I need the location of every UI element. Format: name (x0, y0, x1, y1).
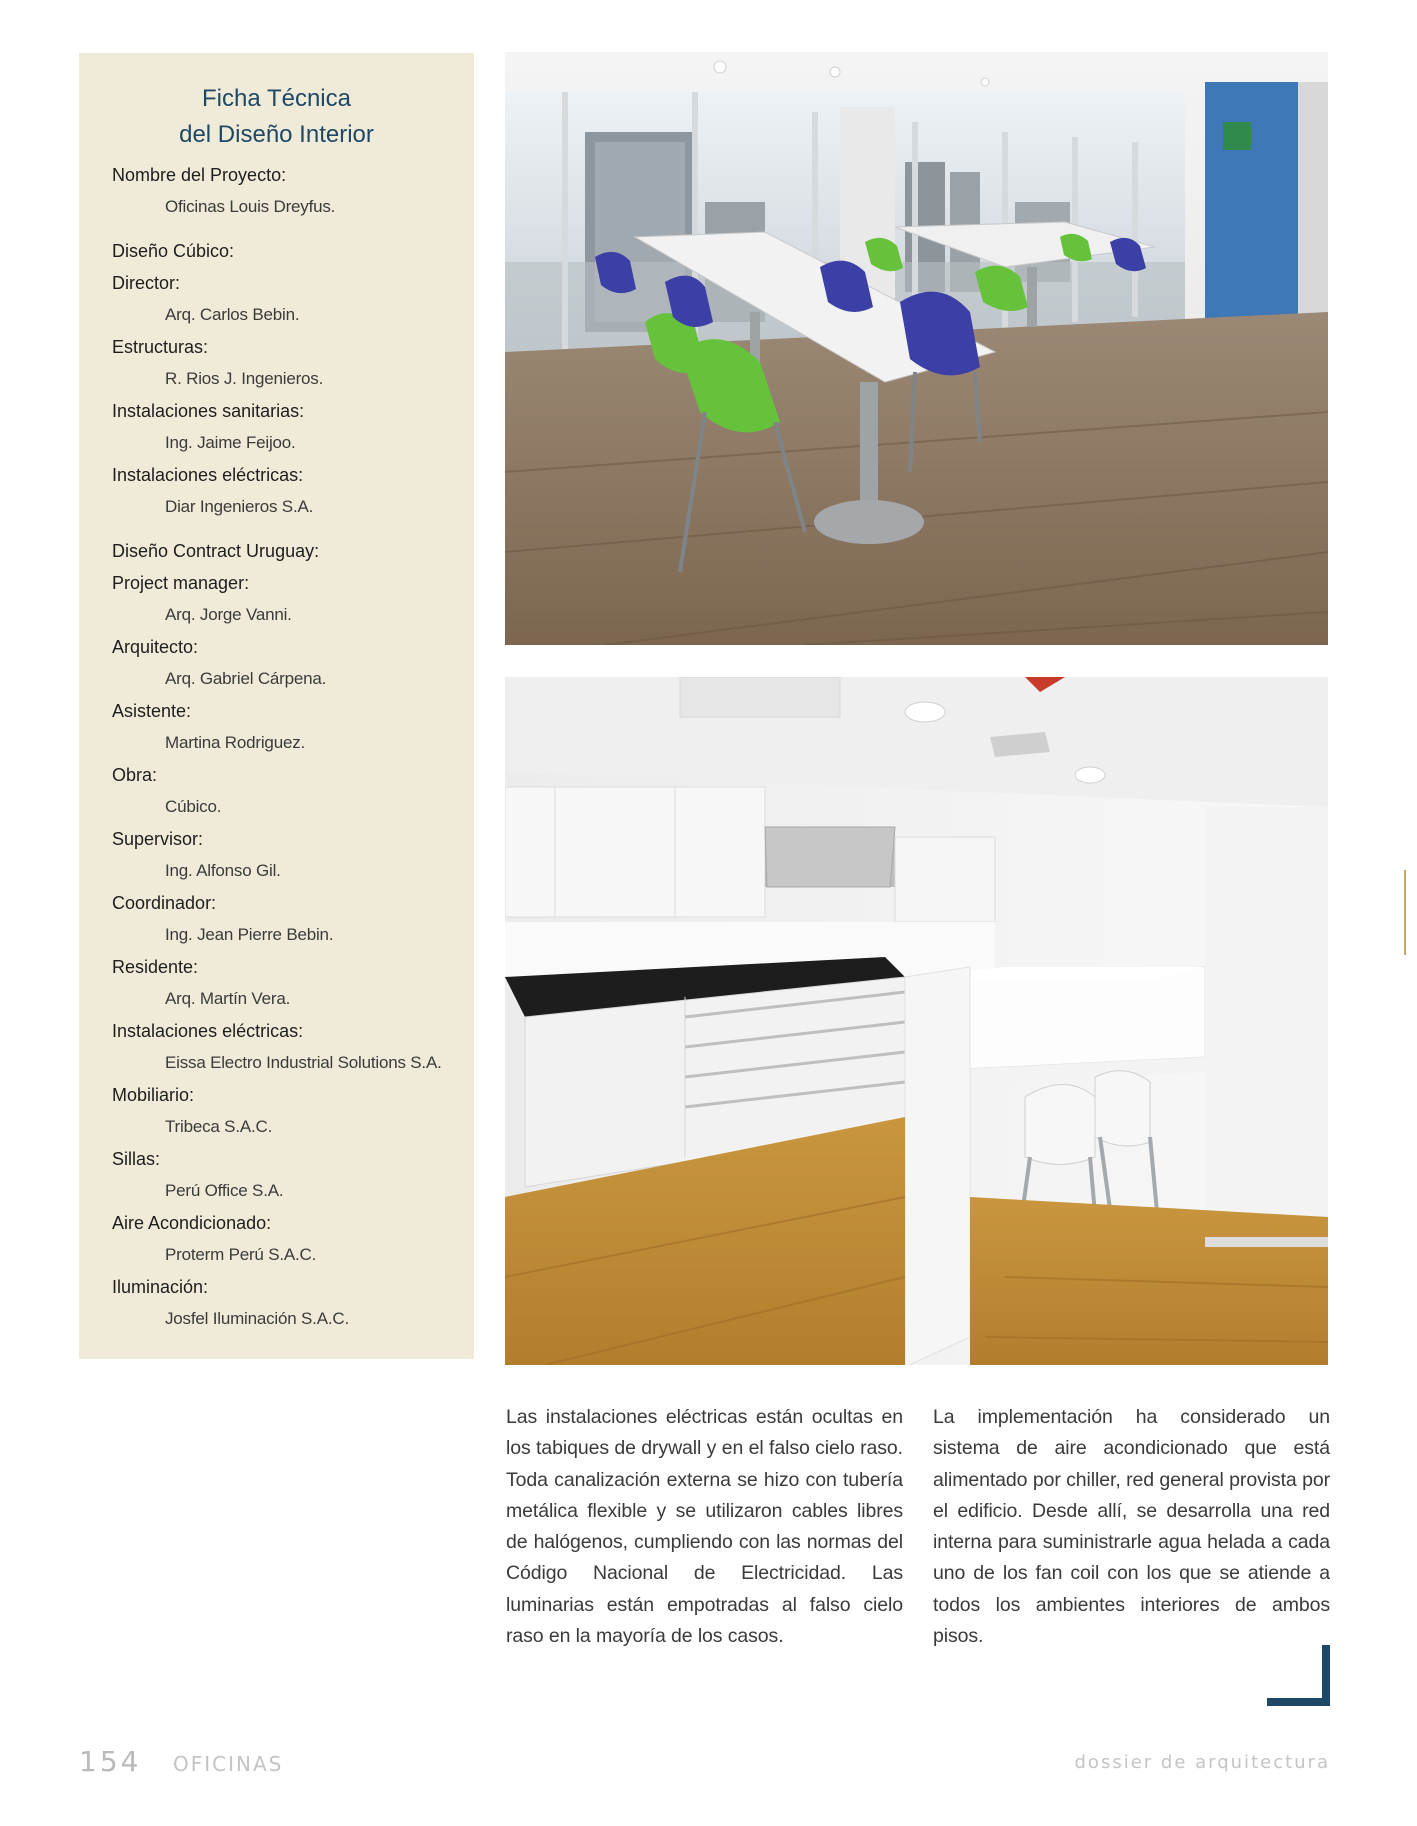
ficha-name: Arq. Gabriel Cárpena. (165, 669, 327, 688)
ficha-name: Ing. Alfonso Gil. (165, 861, 281, 880)
ficha-role: Project manager: (112, 573, 250, 593)
ficha-name: Ing. Jean Pierre Bebin. (165, 925, 334, 944)
ficha-name: Josfel Iluminación S.A.C. (165, 1309, 349, 1328)
ficha-role: Instalaciones eléctricas: (112, 465, 304, 485)
ficha-role: Arquitecto: (112, 637, 199, 657)
ficha-name: Arq. Jorge Vanni. (165, 605, 292, 624)
ficha-title-line1: Ficha Técnica (202, 85, 351, 112)
ficha-name: R. Rios J. Ingenieros. (165, 369, 324, 388)
ficha-role: Instalaciones eléctricas: (112, 1021, 304, 1041)
ficha-tecnica-panel (79, 53, 474, 1359)
body-text-col2: La implementación ha considerado un sistema de aire acondicionado que está alimentado por chiller, red general provista por el edificio. Desde allí, se desarrolla una red interna para suministrarle agua helada a cada uno de los fan coil con los que se atiende a todos los ambientes interiores de ambos pisos. (933, 1406, 1330, 1648)
kitchen-photo (505, 677, 1328, 1365)
ficha-title-line2: del Diseño Interior (179, 121, 374, 148)
ficha-gap (112, 223, 454, 235)
ficha-name: Tribeca S.A.C. (165, 1117, 273, 1136)
ficha-list (112, 159, 454, 1335)
ficha-role: Coordinador: (112, 893, 217, 913)
body-text-col1: Las instalaciones eléctricas están ocultas en los tabiques de drywall y en el falso cielo raso. Toda canalización externa se hizo con tubería metálica flexible y se utilizaron cables libres de halógenos, cumpliendo con las normas del Código Nacional de Electricidad. Las luminarias están empotradas al falso cielo raso en la mayoría de los casos. (506, 1406, 903, 1648)
ficha-role: Obra: (112, 765, 158, 785)
ficha-name: Martina Rodriguez. (165, 733, 306, 752)
ficha-name: Oficinas Louis Dreyfus. (165, 197, 336, 216)
corner-bracket-mark (1267, 1645, 1330, 1706)
ficha-role: Diseño Contract Uruguay: (112, 541, 320, 561)
page-edge-tab (1404, 870, 1406, 955)
magazine-name: dossier de arquitectura (1074, 1752, 1330, 1773)
ficha-role: Supervisor: (112, 829, 204, 849)
ficha-role: Nombre del Proyecto: (112, 165, 287, 185)
ficha-role: Aire Acondicionado: (112, 1213, 272, 1233)
ficha-role: Residente: (112, 957, 199, 977)
ficha-name: Ing. Jaime Feijoo. (165, 433, 296, 452)
ficha-title (99, 81, 454, 153)
dining-room-photo (505, 52, 1328, 645)
ficha-name: Proterm Perú S.A.C. (165, 1245, 317, 1264)
ficha-role: Asistente: (112, 701, 192, 721)
ficha-gap (112, 523, 454, 535)
ficha-name: Cúbico. (165, 797, 222, 816)
ficha-name: Eissa Electro Industrial Solutions S.A. (165, 1053, 442, 1072)
ficha-role: Director: (112, 273, 181, 293)
section-name: OFICINAS (173, 1752, 284, 1776)
ficha-name: Diar Ingenieros S.A. (165, 497, 314, 516)
ficha-name: Arq. Carlos Bebin. (165, 305, 300, 324)
ficha-role: Instalaciones sanitarias: (112, 401, 305, 421)
ficha-role: Estructuras: (112, 337, 209, 357)
ficha-name: Perú Office S.A. (165, 1181, 284, 1200)
ficha-role: Sillas: (112, 1149, 161, 1169)
ficha-name: Arq. Martín Vera. (165, 989, 291, 1008)
ficha-role: Diseño Cúbico: (112, 241, 235, 261)
ficha-role: Iluminación: (112, 1277, 209, 1297)
page-number: 154 (79, 1745, 142, 1778)
ficha-role: Mobiliario: (112, 1085, 195, 1105)
